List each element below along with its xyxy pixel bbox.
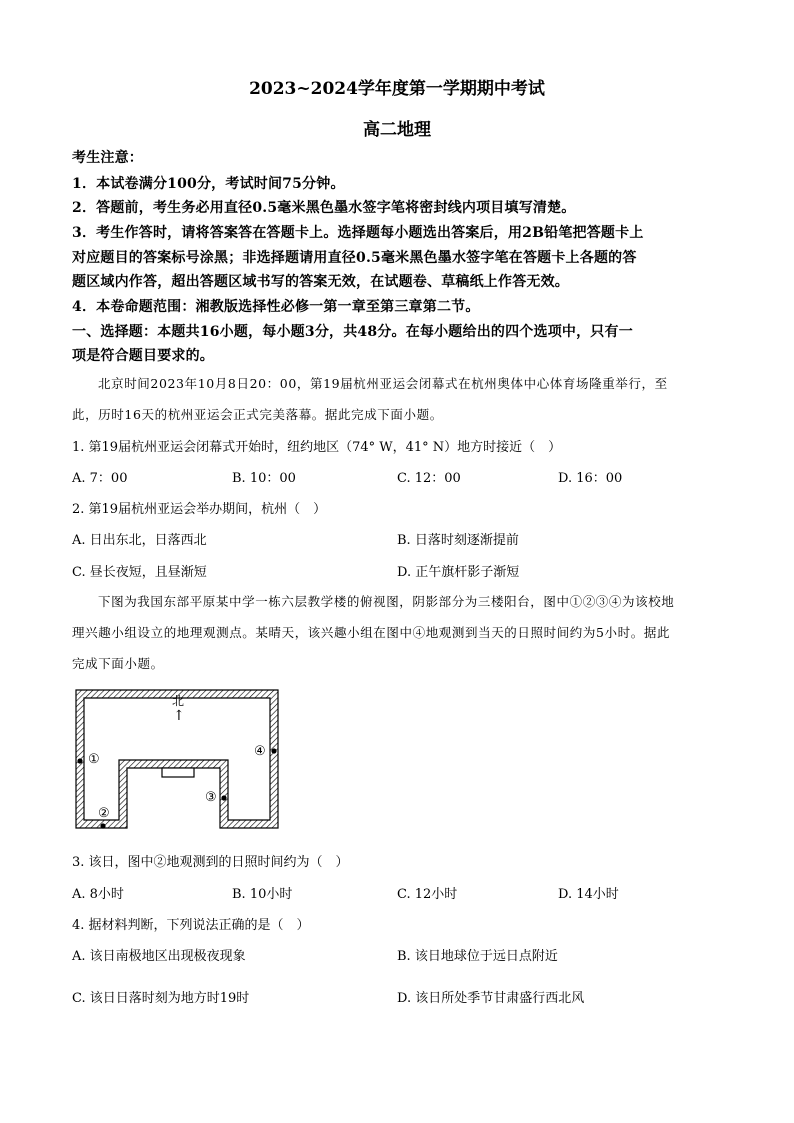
observation-point-4-marker [271, 748, 276, 753]
observation-point-2-marker [100, 823, 105, 828]
exam-subject: 高二地理 [363, 120, 431, 140]
q3-stem: 3. 该日，图中②地观测到的日照时间约为（ ） [72, 855, 349, 870]
q4-option-b[interactable]: B. 该日地球位于远日点附近 [397, 949, 558, 964]
observation-point-3-label: ③ [205, 790, 217, 805]
q4-option-c[interactable]: C. 该日日落时刻为地方时19时 [72, 991, 250, 1006]
observation-point-4-label: ④ [254, 744, 266, 759]
staircase-rect [162, 768, 194, 777]
notice-item-2: 2．答题前，考生务必用直径0.5毫米黑色墨水签字笔将密封线内项目填写清楚。 [72, 200, 576, 216]
q3-option-c[interactable]: C. 12小时 [397, 887, 458, 902]
passage1-line2: 此，历时16天的杭州亚运会正式完美落幕。据此完成下面小题。 [72, 407, 443, 422]
observation-point-3-marker [221, 795, 226, 800]
notice-item-1: 1．本试卷满分100分，考试时间75分钟。 [72, 176, 345, 192]
q1-option-d[interactable]: D. 16：00 [558, 471, 623, 486]
section-heading-cont: 项是符合题目要求的。 [72, 348, 214, 364]
passage1-line1: 北京时间2023年10月8日20：00，第19届杭州亚运会闭幕式在杭州奥体中心体育场隆重举行，至 [98, 376, 668, 391]
observation-point-1-marker [77, 758, 82, 763]
q2-stem: 2. 第19届杭州亚运会举办期间，杭州（ ） [72, 502, 327, 517]
observation-point-1-label: ① [88, 752, 100, 767]
q2-option-a[interactable]: A. 日出东北，日落西北 [72, 533, 207, 548]
notice-item-3-cont2: 题区域内作答，超出答题区域书写的答案无效，在试题卷、草稿纸上作答无效。 [72, 274, 569, 290]
notice-item-3: 3．考生作答时，请将答案答在答题卡上。选择题每小题选出答案后，用2B铅笔把答题卡上 [72, 225, 644, 241]
observation-point-2-label: ② [98, 806, 110, 821]
q2-option-d[interactable]: D. 正午旗杆影子渐短 [397, 565, 520, 580]
passage2-line1: 下图为我国东部平原某中学一栋六层教学楼的俯视图，阴影部分为三楼阳台，图中①②③④为该校地 [98, 594, 675, 609]
q1-stem: 1. 第19届杭州亚运会闭幕式开始时，纽约地区（74° W，41° N）地方时接近（ ） [72, 440, 562, 455]
notice-item-3-cont: 对应题目的答案标号涂黑；非选择题请用直径0.5毫米黑色墨水签字笔在答题卡上各题的答 [72, 250, 637, 266]
q2-option-c[interactable]: C. 昼长夜短，且昼渐短 [72, 565, 207, 580]
q1-option-a[interactable]: A. 7：00 [72, 471, 128, 486]
north-label: 北 [172, 694, 185, 708]
q1-option-c[interactable]: C. 12：00 [397, 471, 461, 486]
q4-stem: 4. 据材料判断，下列说法正确的是（ ） [72, 918, 310, 933]
q3-option-d[interactable]: D. 14小时 [558, 887, 619, 902]
passage2-line2: 理兴趣小组设立的地理观测点。某晴天，该兴趣小组在图中④地观测到当天的日照时间约为5小时。据此 [72, 625, 671, 640]
q1-option-b[interactable]: B. 10：00 [232, 471, 296, 486]
section-heading: 一、选择题：本题共16小题，每小题3分，共48分。在每小题给出的四个选项中，只有一 [72, 324, 633, 340]
notice-item-4: 4．本卷命题范围：湘教版选择性必修一第一章至第三章第二节。 [72, 299, 480, 315]
q2-option-b[interactable]: B. 日落时刻逐渐提前 [397, 533, 519, 548]
notice-heading: 考生注意： [72, 150, 143, 166]
q3-option-a[interactable]: A. 8小时 [72, 887, 124, 902]
passage2-line3: 完成下面小题。 [72, 656, 164, 671]
q3-option-b[interactable]: B. 10小时 [232, 887, 293, 902]
exam-title: 2023~2024学年度第一学期期中考试 [249, 79, 545, 99]
north-arrow-icon: ↑ [173, 708, 185, 724]
q4-option-a[interactable]: A. 该日南极地区出现极夜现象 [72, 949, 246, 964]
q4-option-d[interactable]: D. 该日所处季节甘肃盛行西北风 [397, 991, 585, 1006]
building-floorplan-diagram [72, 688, 282, 833]
